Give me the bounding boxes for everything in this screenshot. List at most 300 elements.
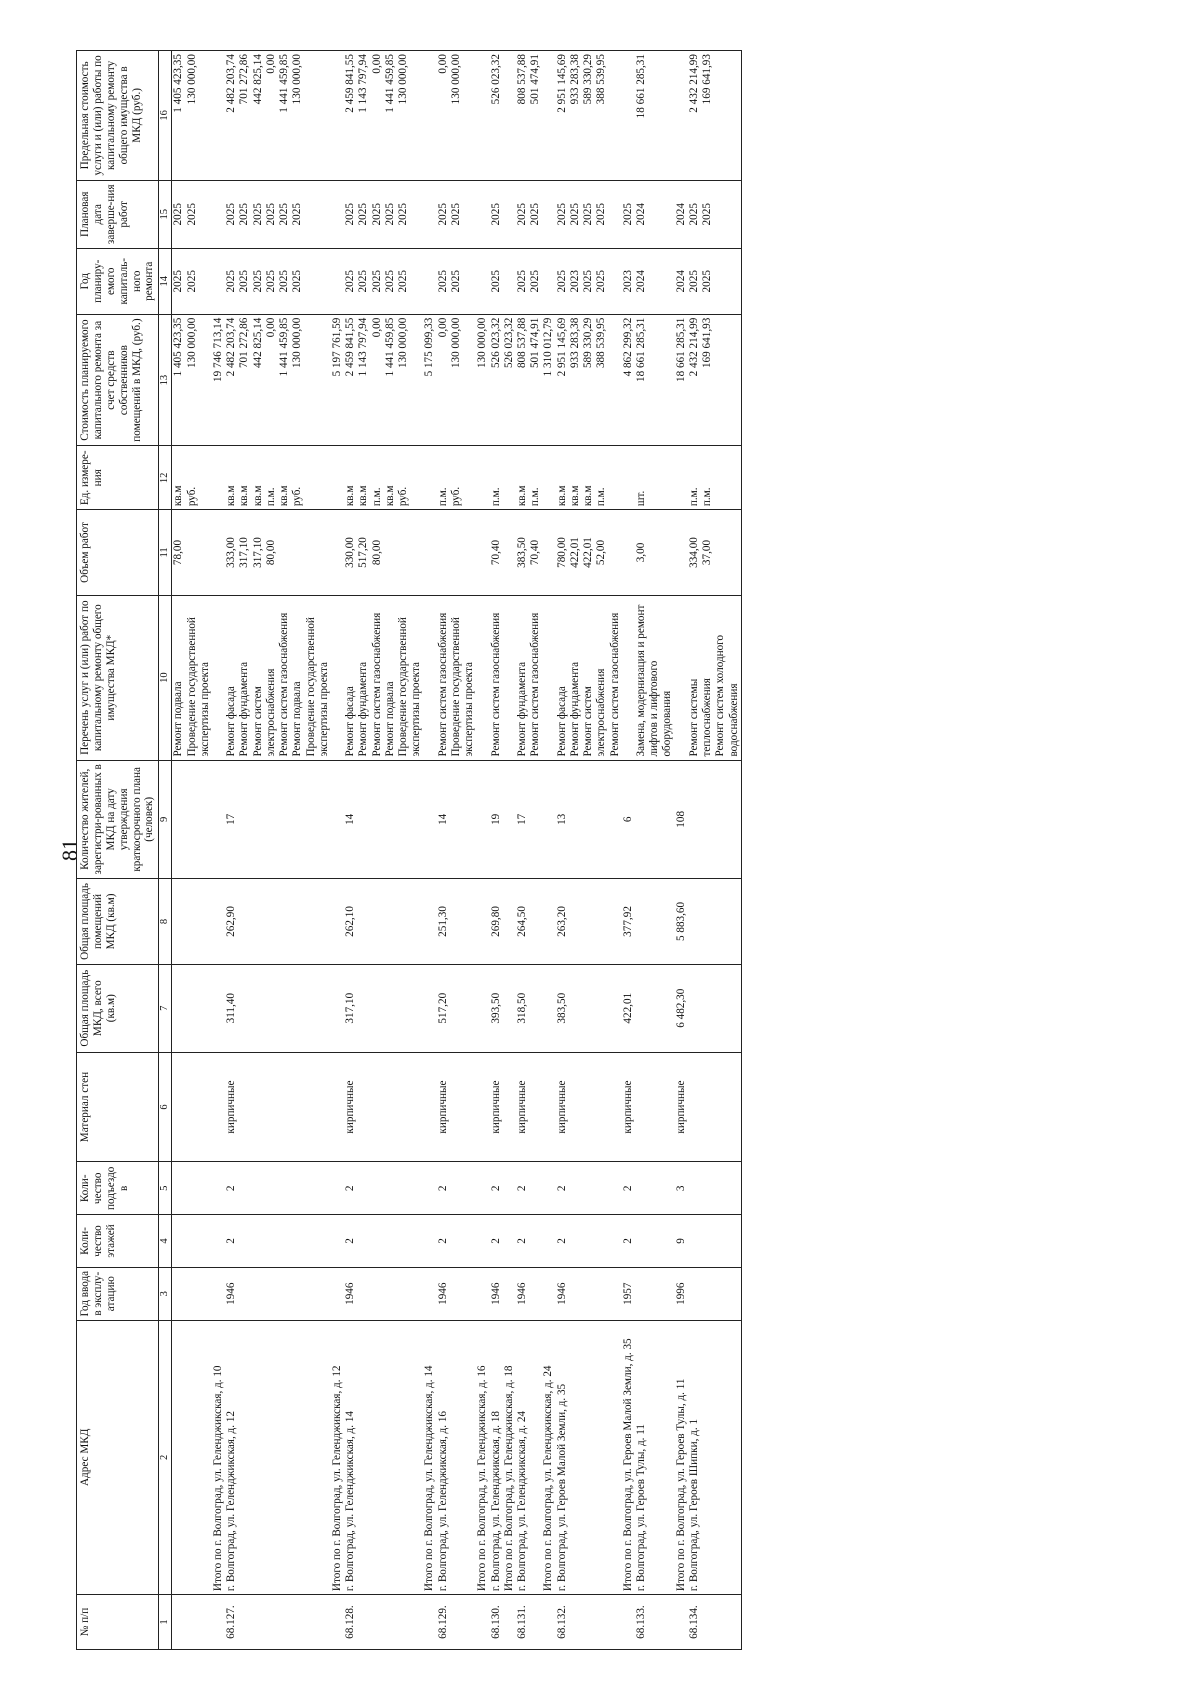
total-row (503, 51, 516, 1650)
works-cell-line: Ремонт подвала (383, 681, 396, 757)
end-year-cell (344, 180, 423, 248)
table-row (635, 51, 675, 1650)
end-year-cell-line: 2025 (238, 203, 251, 226)
total-area-cell: 422,01 (622, 964, 635, 1052)
end-year-cell-line: 2025 (264, 203, 277, 226)
works-cell-line: Ремонт систем газоснабжения (436, 612, 449, 757)
rooms-area-cell (635, 879, 675, 965)
works-cell (556, 595, 622, 760)
column-number-3: 3 (159, 1267, 172, 1320)
end-year-cell (556, 180, 622, 248)
works-cell (172, 595, 212, 760)
total-row (476, 51, 489, 1650)
end-year-cell (423, 180, 436, 248)
column-number-1: 1 (159, 1595, 172, 1650)
limit-cost-cell-line: 0,00 (264, 54, 277, 74)
wall-material-cell (212, 1052, 225, 1162)
rooms-area-cell (172, 879, 212, 965)
column-header-13: Стоимость планируемого капитального ремонта за счет средств собственников помещений в МКД, (руб.) (77, 314, 159, 446)
cost-cell: 19 746 713,14 (212, 314, 225, 446)
limit-cost-cell (476, 51, 489, 181)
year-built-cell (172, 1267, 212, 1320)
entrances-cell (476, 1162, 489, 1215)
volume-cell (423, 510, 436, 596)
volume-cell (675, 510, 688, 596)
plan-year-cell (503, 248, 516, 314)
unit-cell-line: кв.м (357, 485, 370, 507)
year-built-cell (212, 1267, 225, 1320)
limit-cost-cell (225, 51, 331, 181)
works-cell (331, 595, 344, 760)
row-number (503, 1595, 516, 1650)
unit-cell-line: п.м. (529, 487, 542, 507)
cost-cell (516, 314, 542, 446)
row-number (542, 1595, 555, 1650)
end-year-cell (476, 180, 489, 248)
works-cell-line: Ремонт систем электроснабжения (582, 668, 608, 757)
row-number: 68.128. (344, 1595, 423, 1650)
end-year-cell (516, 180, 542, 248)
year-built-cell: 1946 (225, 1267, 331, 1320)
table-row (516, 51, 542, 1650)
plan-year-cell-line: 2024 (634, 270, 647, 293)
floors-cell: 2 (490, 1215, 503, 1268)
end-year-cell (503, 180, 516, 248)
plan-year-cell (212, 248, 225, 314)
unit-cell-line: кв.м (172, 485, 185, 507)
cost-cell-line: 589 330,29 (582, 317, 595, 369)
floors-cell (212, 1215, 225, 1268)
end-year-cell (635, 180, 675, 248)
total-area-cell: 317,10 (344, 964, 423, 1052)
works-cell-line: Ремонт фундамента (516, 661, 528, 757)
year-built-cell (476, 1267, 489, 1320)
unit-cell-line: кв.м (582, 485, 595, 507)
table-body (172, 51, 741, 1650)
end-year-cell (688, 180, 741, 248)
rooms-area-cell (476, 879, 489, 965)
rooms-area-cell: 263,20 (556, 879, 622, 965)
cost-cell (225, 314, 331, 446)
table-row (556, 51, 622, 1650)
works-cell (490, 595, 503, 760)
plan-year-cell-line: 2025 (344, 270, 357, 293)
unit-cell (225, 446, 331, 510)
column-number-row (159, 51, 172, 1650)
rooms-area-cell (503, 879, 516, 965)
plan-year-cell (516, 248, 542, 314)
cost-cell-line: 1 441 459,85 (278, 317, 291, 377)
volume-cell-line: 780,00 (555, 537, 568, 568)
plan-year-cell-line: 2025 (529, 270, 542, 293)
rooms-area-cell (688, 879, 741, 965)
volume-cell-line: 52,00 (595, 539, 608, 566)
year-built-cell (635, 1267, 675, 1320)
row-number: 68.132. (556, 1595, 622, 1650)
works-cell (635, 595, 675, 760)
cost-cell-line: 130 000,00 (397, 317, 410, 369)
volume-cell (331, 510, 344, 596)
residents-cell (542, 760, 555, 879)
plan-year-cell (556, 248, 622, 314)
end-year-cell-line: 2025 (516, 203, 528, 226)
residents-cell: 14 (437, 760, 477, 879)
cost-cell-line: 1 405 423,35 (172, 317, 185, 377)
cost-cell-line: 169 641,93 (701, 317, 714, 369)
volume-cell (635, 510, 675, 596)
column-number-2: 2 (159, 1320, 172, 1595)
limit-cost-cell-line: 1 405 423,35 (172, 54, 185, 113)
residents-cell: 17 (516, 760, 542, 879)
end-year-cell-line: 2025 (568, 203, 581, 226)
unit-cell-line: кв.м (225, 485, 238, 507)
limit-cost-cell-line: 388 539,95 (595, 54, 608, 105)
end-year-cell-line: 2025 (582, 203, 595, 226)
entrances-cell (423, 1162, 436, 1215)
plan-year-cell (490, 248, 503, 314)
limit-cost-cell-line: 130 000,00 (397, 54, 410, 105)
cost-cell-line: 1 441 459,85 (383, 317, 396, 377)
works-cell-line: Ремонт подвала (291, 681, 304, 757)
address-cell: Итого по г. Волгоград, ул. Геленджикская, д. 14 (423, 1320, 436, 1595)
floors-cell (503, 1215, 516, 1268)
unit-cell-line: шт. (634, 490, 647, 507)
address-cell: г. Волгоград, ул. Геленджикская, д. 24 (516, 1320, 542, 1595)
total-row (212, 51, 225, 1650)
column-header-9: Количество жителей, зарегистри-рованных в МКД на дату утверждения краткосрочного плана (человек) (77, 760, 159, 879)
column-header-1: № п/п (77, 1595, 159, 1650)
entrances-cell: 2 (437, 1162, 477, 1215)
floors-cell (331, 1215, 344, 1268)
column-header-14: Год планиру-емого капиталь-ного ремонта (77, 248, 159, 314)
end-year-cell-line: 2025 (251, 203, 264, 226)
column-number-15: 15 (159, 180, 172, 248)
total-area-cell: 318,50 (516, 964, 542, 1052)
year-built-cell: 1957 (622, 1267, 635, 1320)
total-row (331, 51, 344, 1650)
volume-cell (622, 510, 635, 596)
plan-year-cell-line: 2025 (516, 270, 528, 293)
floors-cell (635, 1215, 675, 1268)
volume-cell (437, 510, 477, 596)
residents-cell (212, 760, 225, 879)
unit-cell (516, 446, 542, 510)
entrances-cell (688, 1162, 741, 1215)
wall-material-cell (423, 1052, 436, 1162)
volume-cell-line: 317,10 (238, 537, 251, 568)
address-cell: Итого по г. Волгоград, ул. Геленджикская, д. 16 (476, 1320, 489, 1595)
column-number-4: 4 (159, 1215, 172, 1268)
unit-cell-line: п.м. (489, 487, 502, 507)
residents-cell (635, 760, 675, 879)
address-cell: Итого по г. Волгоград, ул. Героев Тулы, д. 11 (675, 1320, 688, 1595)
volume-cell-line: 333,00 (225, 537, 238, 568)
volume-cell (490, 510, 503, 596)
entrances-cell (542, 1162, 555, 1215)
unit-cell-line: п.м. (370, 487, 383, 507)
volume-cell (212, 510, 225, 596)
cost-cell-line: 2 459 841,55 (344, 317, 357, 377)
column-number-8: 8 (159, 879, 172, 965)
floors-cell (423, 1215, 436, 1268)
volume-cell (542, 510, 555, 596)
wall-material-cell: кирпичные (437, 1052, 477, 1162)
works-cell (542, 595, 555, 760)
column-header-5: Коли-чество подъездо в (77, 1162, 159, 1215)
volume-cell-line: 330,00 (344, 537, 357, 568)
column-header-10: Перечень услуг и (или) работ по капитальному ремонту общего имущества МКД* (77, 595, 159, 760)
works-cell-line: Ремонт систем газоснабжения (489, 612, 502, 757)
works-cell (423, 595, 436, 760)
limit-cost-cell-line: 0,00 (370, 54, 383, 74)
cost-cell (635, 314, 675, 446)
entrances-cell (172, 1162, 212, 1215)
works-cell-line: Замена, модернизация и ремонт лифтов и лифтового оборудования (634, 604, 674, 757)
cost-cell-line: 2 951 145,69 (555, 317, 568, 377)
row-number: 68.131. (516, 1595, 542, 1650)
year-built-cell: 1946 (490, 1267, 503, 1320)
cost-cell (172, 314, 212, 446)
row-number: 68.133. (635, 1595, 675, 1650)
end-year-cell-line: 2025 (185, 203, 198, 226)
limit-cost-cell-line: 2 482 203,74 (225, 54, 238, 113)
limit-cost-cell-line: 169 641,93 (701, 54, 714, 105)
end-year-cell-line: 2025 (555, 203, 568, 226)
volume-cell-line: 334,00 (687, 537, 700, 568)
limit-cost-cell-line: 0,00 (436, 54, 449, 74)
end-year-cell-line: 2025 (595, 203, 608, 226)
limit-cost-cell-line: 1 143 797,94 (357, 54, 370, 113)
cost-cell: 526 023,32 (503, 314, 516, 446)
column-number-9: 9 (159, 760, 172, 879)
column-header-3: Год ввода в эксплу-атацию (77, 1267, 159, 1320)
wall-material-cell: кирпичные (516, 1052, 542, 1162)
limit-cost-cell-line: 18 661 285,31 (634, 54, 647, 119)
wall-material-cell: кирпичные (556, 1052, 622, 1162)
year-built-cell: 1946 (556, 1267, 622, 1320)
total-area-cell: 6 482,30 (675, 964, 688, 1052)
unit-cell (688, 446, 741, 510)
total-area-cell (331, 964, 344, 1052)
cost-cell-line: 1 143 797,94 (357, 317, 370, 377)
unit-cell-line: руб. (397, 486, 410, 507)
limit-cost-cell (423, 51, 436, 181)
total-area-cell (476, 964, 489, 1052)
end-year-cell-line: 2025 (489, 203, 502, 226)
unit-cell (635, 446, 675, 510)
limit-cost-cell (622, 51, 635, 181)
unit-cell-line: кв.м (278, 485, 291, 507)
end-year-cell (172, 180, 212, 248)
volume-cell-line: 70,40 (529, 539, 542, 566)
unit-cell-line: п.м. (264, 487, 277, 507)
floors-cell: 2 (344, 1215, 423, 1268)
entrances-cell: 2 (225, 1162, 331, 1215)
unit-cell (331, 446, 344, 510)
year-built-cell: 1946 (516, 1267, 542, 1320)
unit-cell-line: п.м. (436, 487, 449, 507)
volume-cell (556, 510, 622, 596)
entrances-cell: 3 (675, 1162, 688, 1215)
column-header-15: Плановая дата заверше-ния работ (77, 180, 159, 248)
plan-year-cell (331, 248, 344, 314)
row-number (423, 1595, 436, 1650)
plan-year-cell-line: 2025 (225, 270, 238, 293)
plan-year-cell-line: 2025 (449, 270, 462, 293)
works-cell-line: Ремонт систем электроснабжения (251, 668, 277, 757)
end-year-cell: 2025 (622, 180, 635, 248)
volume-cell (476, 510, 489, 596)
unit-cell (622, 446, 635, 510)
address-cell: г. Волгоград, ул. Геленджикская, д. 12 (225, 1320, 331, 1595)
rooms-area-cell (212, 879, 225, 965)
volume-cell-line: 422,01 (582, 537, 595, 568)
repair-plan-sheet (76, 50, 1196, 1650)
plan-year-cell (344, 248, 423, 314)
table-row (225, 51, 331, 1650)
unit-cell-line: кв.м (238, 485, 251, 507)
residents-cell (331, 760, 344, 879)
entrances-cell: 2 (490, 1162, 503, 1215)
volume-cell-line: 317,10 (251, 537, 264, 568)
volume-cell-line: 37,00 (701, 539, 714, 566)
plan-year-cell (172, 248, 212, 314)
unit-cell (423, 446, 436, 510)
row-number (212, 1595, 225, 1650)
residents-cell: 14 (344, 760, 423, 879)
works-cell (437, 595, 477, 760)
plan-year-cell (437, 248, 477, 314)
year-built-cell (423, 1267, 436, 1320)
address-cell: г. Волгоград, ул. Героев Шипки, д. 1 (688, 1320, 741, 1595)
address-cell: Итого по г. Волгоград, ул. Геленджикская, д. 12 (331, 1320, 344, 1595)
works-cell-line: Ремонт фасада (555, 686, 568, 757)
row-number: 68.127. (225, 1595, 331, 1650)
table-row (490, 51, 503, 1650)
volume-cell (516, 510, 542, 596)
limit-cost-cell-line: 808 537,88 (516, 54, 528, 105)
total-row (542, 51, 555, 1650)
limit-cost-cell-line: 2 432 214,99 (687, 54, 700, 113)
unit-cell (437, 446, 477, 510)
residents-cell (503, 760, 516, 879)
cost-cell-line: 130 000,00 (185, 317, 198, 369)
floors-cell (688, 1215, 741, 1268)
address-cell: Итого по г. Волгоград, ул. Геленджикская, д. 10 (212, 1320, 225, 1595)
rooms-area-cell (423, 879, 436, 965)
address-cell (172, 1320, 212, 1595)
end-year-cell (542, 180, 555, 248)
limit-cost-cell-line: 701 272,86 (238, 54, 251, 105)
works-cell (476, 595, 489, 760)
total-area-cell (423, 964, 436, 1052)
cost-cell-line: 933 283,38 (568, 317, 581, 369)
row-number (331, 1595, 344, 1650)
row-number: 68.134. (688, 1595, 741, 1650)
table-header (77, 51, 172, 1650)
cost-cell-line: 501 474,91 (529, 317, 542, 369)
total-area-cell (172, 964, 212, 1052)
limit-cost-cell (490, 51, 503, 181)
volume-cell (503, 510, 516, 596)
plan-year-cell-line: 2025 (238, 270, 251, 293)
wall-material-cell (476, 1052, 489, 1162)
wall-material-cell (172, 1052, 212, 1162)
unit-cell (542, 446, 555, 510)
cost-cell (344, 314, 423, 446)
column-header-11: Объем работ (77, 510, 159, 596)
row-number: 68.130. (490, 1595, 503, 1650)
limit-cost-cell-line: 130 000,00 (185, 54, 198, 105)
total-area-cell (212, 964, 225, 1052)
address-cell: г. Волгоград, ул. Геленджикская, д. 18 (490, 1320, 503, 1595)
column-number-11: 11 (159, 510, 172, 596)
rooms-area-cell: 262,90 (225, 879, 331, 965)
wall-material-cell: кирпичные (490, 1052, 503, 1162)
plan-year-cell-line: 2025 (251, 270, 264, 293)
residents-cell: 13 (556, 760, 622, 879)
residents-cell: 19 (490, 760, 503, 879)
volume-cell-line: 80,00 (264, 539, 277, 566)
residents-cell: 108 (675, 760, 688, 879)
address-cell: г. Волгоград, ул. Геленджикская, д. 14 (344, 1320, 423, 1595)
year-built-cell: 1946 (437, 1267, 477, 1320)
total-area-cell (503, 964, 516, 1052)
works-cell-line: Проведение государственной экспертизы проекта (185, 617, 211, 757)
total-area-cell: 311,40 (225, 964, 331, 1052)
plan-year-cell (225, 248, 331, 314)
cost-cell-line: 2 482 203,74 (225, 317, 238, 377)
total-row (675, 51, 688, 1650)
unit-cell-line: кв.м (555, 485, 568, 507)
volume-cell-line: 70,40 (489, 539, 502, 566)
floors-cell: 2 (622, 1215, 635, 1268)
end-year-cell (437, 180, 477, 248)
end-year-cell-line: 2025 (687, 203, 700, 226)
plan-year-cell-line: 2025 (172, 270, 185, 293)
end-year-cell (331, 180, 344, 248)
unit-cell-line: кв.м (516, 485, 528, 507)
limit-cost-cell (437, 51, 477, 181)
floors-cell: 2 (437, 1215, 477, 1268)
floors-cell: 9 (675, 1215, 688, 1268)
unit-cell-line: кв.м (383, 485, 396, 507)
plan-year-cell-line: 2025 (278, 270, 291, 293)
cost-cell-line: 701 272,86 (238, 317, 251, 369)
limit-cost-cell (331, 51, 344, 181)
volume-cell (344, 510, 423, 596)
cost-cell-line: 526 023,32 (489, 317, 502, 369)
floors-cell (542, 1215, 555, 1268)
cost-cell: 4 862 299,32 (622, 314, 635, 446)
cost-cell (437, 314, 477, 446)
works-cell-line: Ремонт фасада (225, 686, 238, 757)
end-year-cell: 2024 (675, 180, 688, 248)
cost-cell-line: 130 000,00 (291, 317, 304, 369)
works-cell-line: Проведение государственной экспертизы проекта (449, 617, 476, 757)
year-built-cell (542, 1267, 555, 1320)
works-cell-line: Ремонт систем газоснабжения (608, 612, 621, 757)
plan-year-cell-line: 2025 (397, 270, 410, 293)
wall-material-cell (635, 1052, 675, 1162)
plan-year-cell-line: 2025 (370, 270, 383, 293)
entrances-cell: 2 (344, 1162, 423, 1215)
residents-cell (172, 760, 212, 879)
column-header-7: Общая площадь МКД, всего (кв.м) (77, 964, 159, 1052)
year-built-cell (503, 1267, 516, 1320)
table-row (344, 51, 423, 1650)
residents-cell (688, 760, 741, 879)
